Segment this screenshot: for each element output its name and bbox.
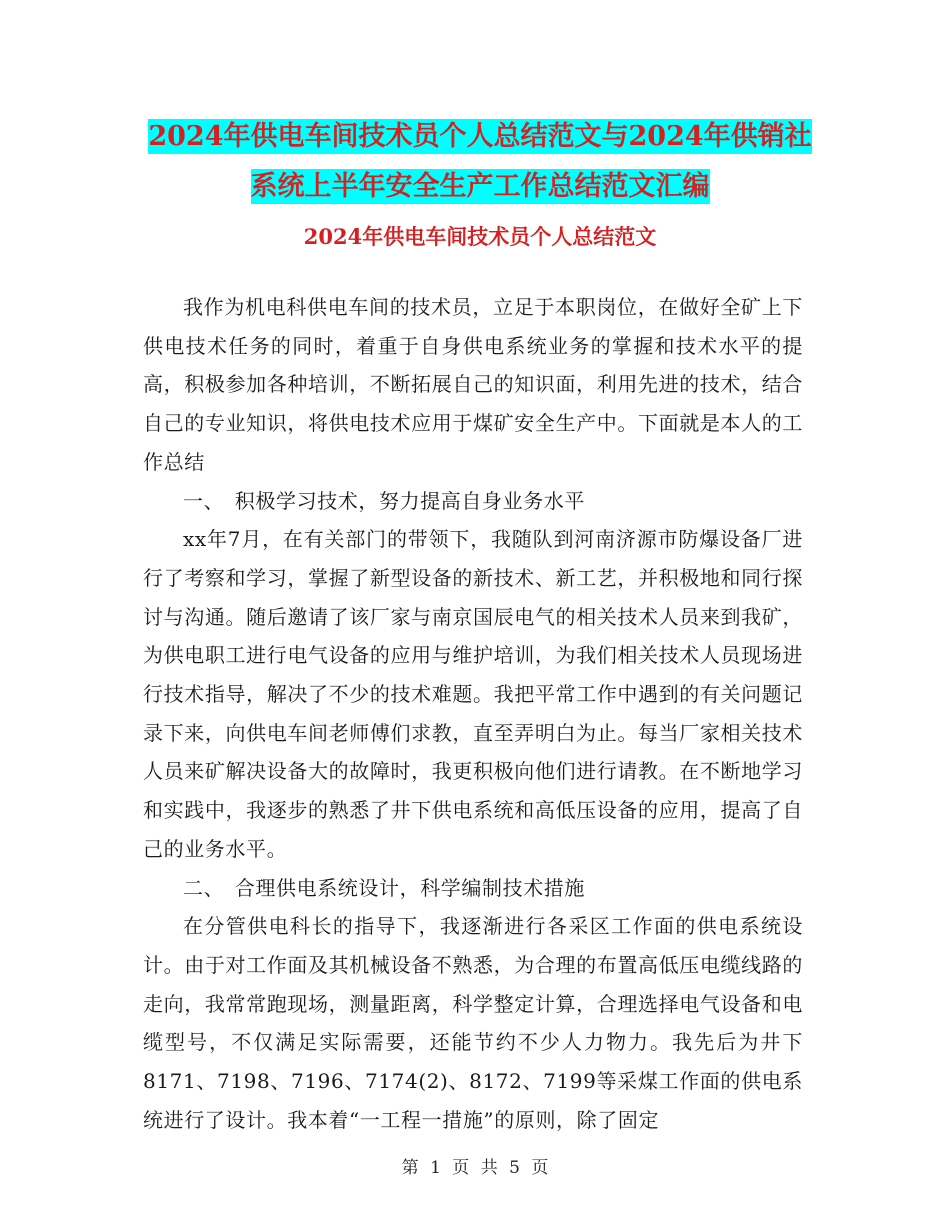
section-title: 2024年供电车间技术员个人总结范文 [303, 224, 657, 249]
footer-label-page: 第 [401, 1158, 419, 1178]
document-title-line1: 2024年供电车间技术员个人总结范文与2024年供销社 [148, 121, 812, 152]
footer-label-total: 共 [480, 1158, 498, 1178]
footer-label-unit: 页 [452, 1158, 470, 1178]
document-title-line2: 系统上半年安全生产工作总结范文汇编 [250, 171, 710, 202]
paragraph-study: xx年7月，在有关部门的带领下，我随队到河南济源市防爆设备厂进行了考察和学习，掌握了新型设备的新技术、新工艺，并积极地和同行探讨与沟通。随后邀请了该厂家与南京国辰电气的相关技术人员来到我矿，为供电职工进行电气设备的应用与维护培训，为我们相关技术人员现场进行技术指导，解决了不少的技术难题。我把平常工作中遇到的有关问题记录下来，向供电车间老师傅们求教，直至弄明白为止。每当厂家相关技术人员来矿解决设备大的故障时，我更积极向他们进行请教。在不断地学习和实践中，我逐步的熟悉了井下供电系统和高低压设备的应用，提高了自己的业务水平。 [143, 527, 803, 861]
footer-total-pages: 5 [509, 1158, 520, 1178]
page-footer [0, 1153, 950, 1178]
heading-one: 一、 积极学习技术，努力提高自身业务水平 [183, 488, 585, 513]
document-title [140, 112, 820, 212]
paragraph-design: 在分管供电科长的指导下，我逐渐进行各采区工作面的供电系统设计。由于对工作面及其机械设备不熟悉，为合理的布置高低压电缆线路的走向，我常常跑现场，测量距离，科学整定计算，合理选择电气设备和电缆型号，不仅满足实际需要，还能节约不少人力物力。我先后为井下8171、7198、7196、7174(2)、8172、7199等采煤工作面的供电系统进行了设计。我本着“一工程一措施”的原则，除了固定 [143, 914, 803, 1132]
footer-current-page: 1 [430, 1158, 441, 1178]
footer-label-unit2: 页 [531, 1158, 549, 1178]
heading-two: 二、 合理供电系统设计，科学编制技术措施 [183, 875, 585, 900]
document-body [143, 288, 803, 1139]
paragraph-intro: 我作为机电科供电车间的技术员，立足于本职岗位，在做好全矿上下供电技术任务的同时，着重于自身供电系统业务的掌握和技术水平的提高，积极参加各种培训，不断拓展自己的知识面，利用先进的技术，结合自己的专业知识，将供电技术应用于煤矿安全生产中。下面就是本人的工作总结 [143, 295, 803, 474]
